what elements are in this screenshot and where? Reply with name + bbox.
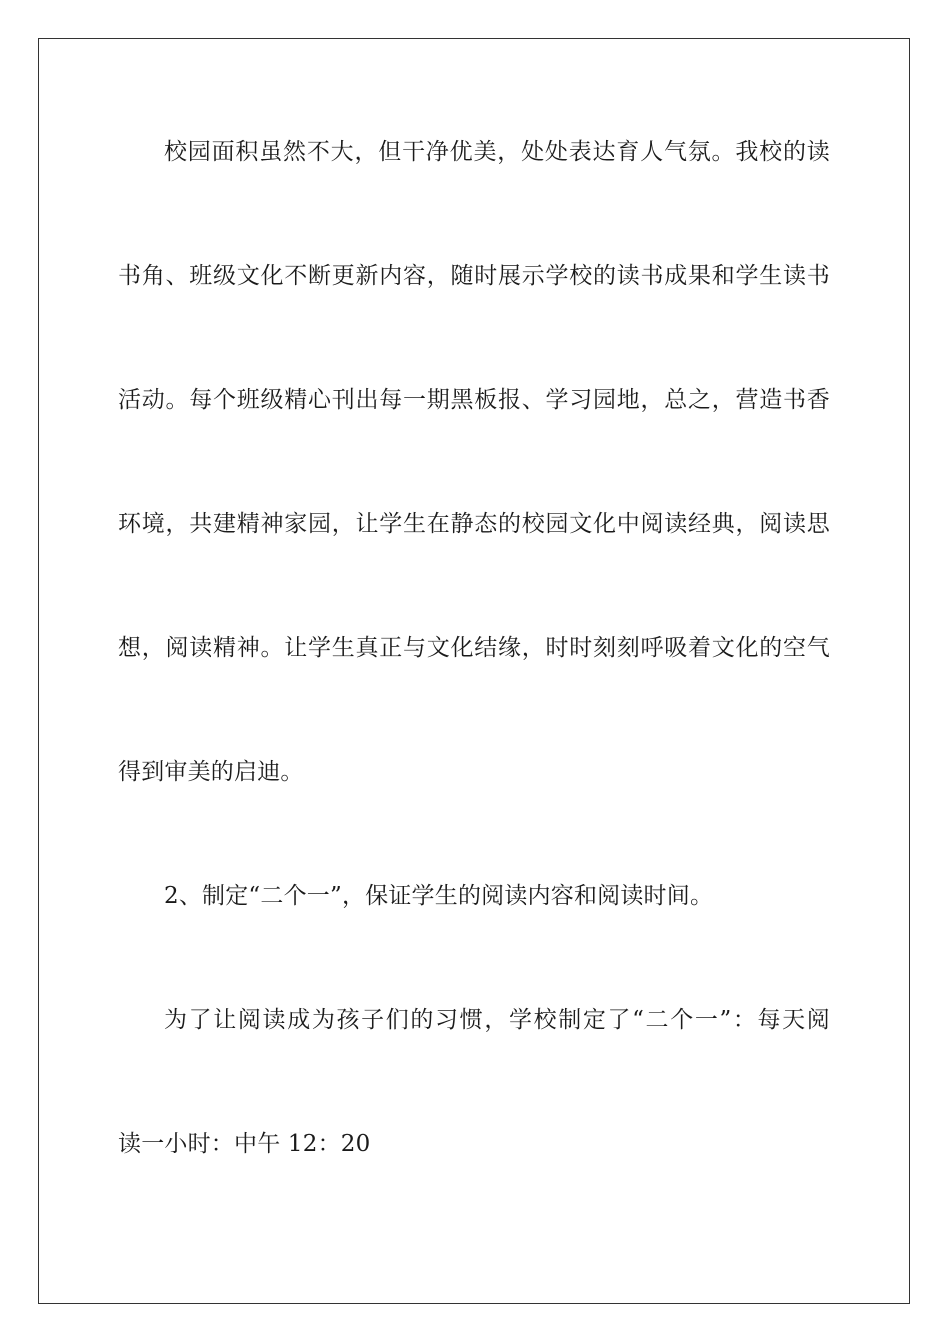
paragraph-1-line-5: 想，阅读精神。让学生真正与文化结缘，时时刻刻呼吸着文化的空气 [118, 635, 830, 661]
paragraph-1-line-6: 得到审美的启迪。 [118, 759, 304, 785]
paragraph-1-line-2: 书角、班级文化不断更新内容，随时展示学校的读书成果和学生读书 [118, 263, 830, 289]
paragraph-1-line-4: 环境，共建精神家园，让学生在静态的校园文化中阅读经典，阅读思 [118, 511, 830, 537]
paragraph-1-line-3: 活动。每个班级精心刊出每一期黑板报、学习园地，总之，营造书香 [118, 387, 830, 413]
paragraph-2-line-1: 为了让阅读成为孩子们的习惯，学校制定了“二个一”：每天阅 [164, 1007, 830, 1033]
section-heading-2: 2、制定“二个一”，保证学生的阅读内容和阅读时间。 [164, 883, 714, 909]
paragraph-2-line-2: 读一小时：中午 12：20 [118, 1131, 371, 1157]
page-border [38, 38, 910, 1304]
paragraph-1-line-1: 校园面积虽然不大，但干净优美，处处表达育人气氛。我校的读 [164, 139, 830, 165]
